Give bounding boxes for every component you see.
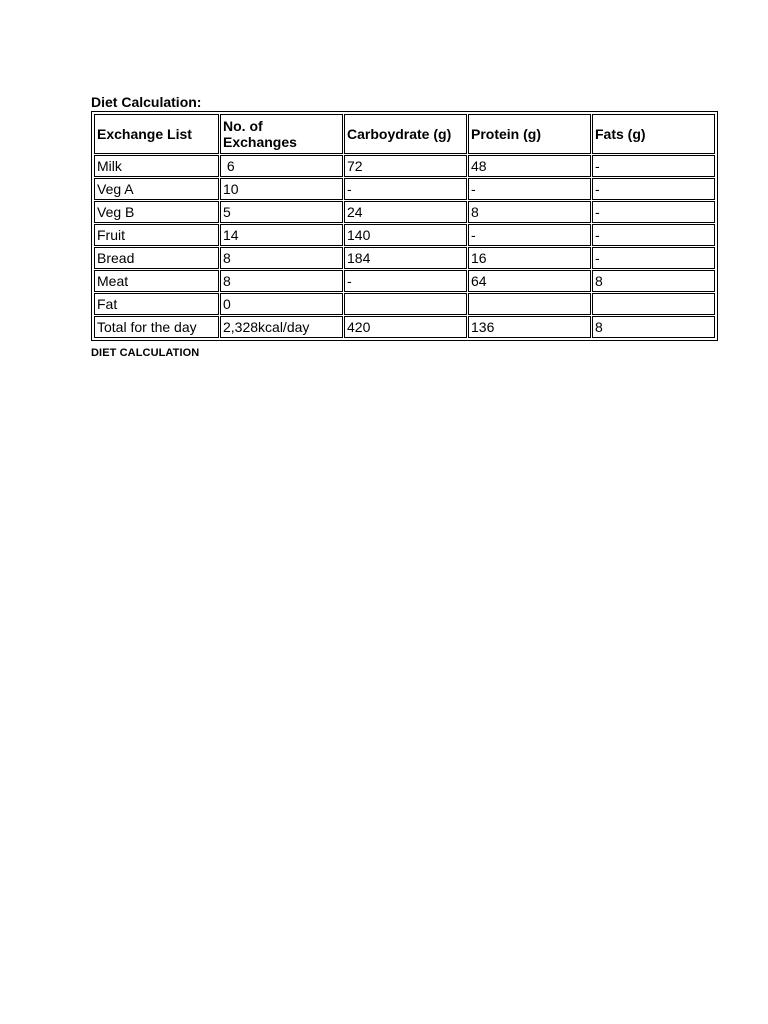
table-cell: 8 (220, 247, 343, 269)
table-cell: Fat (94, 293, 219, 315)
table-cell: Fruit (94, 224, 219, 246)
header-cell-carbohydrate: Carboydrate (g) (344, 114, 467, 154)
table-cell (468, 293, 591, 315)
table-cell: - (344, 270, 467, 292)
header-cell-no-of-exchanges: No. of Exchanges (220, 114, 343, 154)
header-cell-exchange-list: Exchange List (94, 114, 219, 154)
table-cell: - (468, 178, 591, 200)
table-cell: 48 (468, 155, 591, 177)
table-cell: 136 (468, 316, 591, 338)
table-cell: Meat (94, 270, 219, 292)
table-row-total (94, 316, 715, 338)
header-cell-protein: Protein (g) (468, 114, 591, 154)
table-cell: 5 (220, 201, 343, 223)
table-cell: 8 (592, 316, 715, 338)
table-cell: 6 (220, 155, 343, 177)
table-cell: - (592, 224, 715, 246)
table-cell: 0 (220, 293, 343, 315)
table-cell: 140 (344, 224, 467, 246)
table-cell: 420 (344, 316, 467, 338)
table-cell: 8 (220, 270, 343, 292)
table-cell: Total for the day (94, 316, 219, 338)
table-cell: - (592, 201, 715, 223)
table-row (94, 224, 715, 246)
table-cell: 24 (344, 201, 467, 223)
table-cell: Bread (94, 247, 219, 269)
table-cell: 184 (344, 247, 467, 269)
table-cell: Milk (94, 155, 219, 177)
table-cell: - (592, 178, 715, 200)
table-cell: 14 (220, 224, 343, 246)
diet-calculation-table (91, 111, 718, 341)
table-row (94, 270, 715, 292)
table-cell: - (468, 224, 591, 246)
table-caption: DIET CALCULATION (91, 347, 200, 359)
table-row (94, 201, 715, 223)
table-cell: Veg A (94, 178, 219, 200)
table-cell: 2,328kcal/day (220, 316, 343, 338)
table-cell: - (344, 178, 467, 200)
table-cell (344, 293, 467, 315)
table-cell: 64 (468, 270, 591, 292)
table-cell: 8 (592, 270, 715, 292)
table-cell: 16 (468, 247, 591, 269)
table-row (94, 178, 715, 200)
table-cell: - (592, 155, 715, 177)
header-cell-fats: Fats (g) (592, 114, 715, 154)
table-cell: 8 (468, 201, 591, 223)
table-header-row (94, 114, 715, 154)
section-heading: Diet Calculation: (91, 94, 202, 110)
table-cell: 72 (344, 155, 467, 177)
table-cell: - (592, 247, 715, 269)
table-row (94, 293, 715, 315)
table-cell (592, 293, 715, 315)
table-row (94, 247, 715, 269)
table-cell: Veg B (94, 201, 219, 223)
table-row (94, 155, 715, 177)
table-cell: 10 (220, 178, 343, 200)
